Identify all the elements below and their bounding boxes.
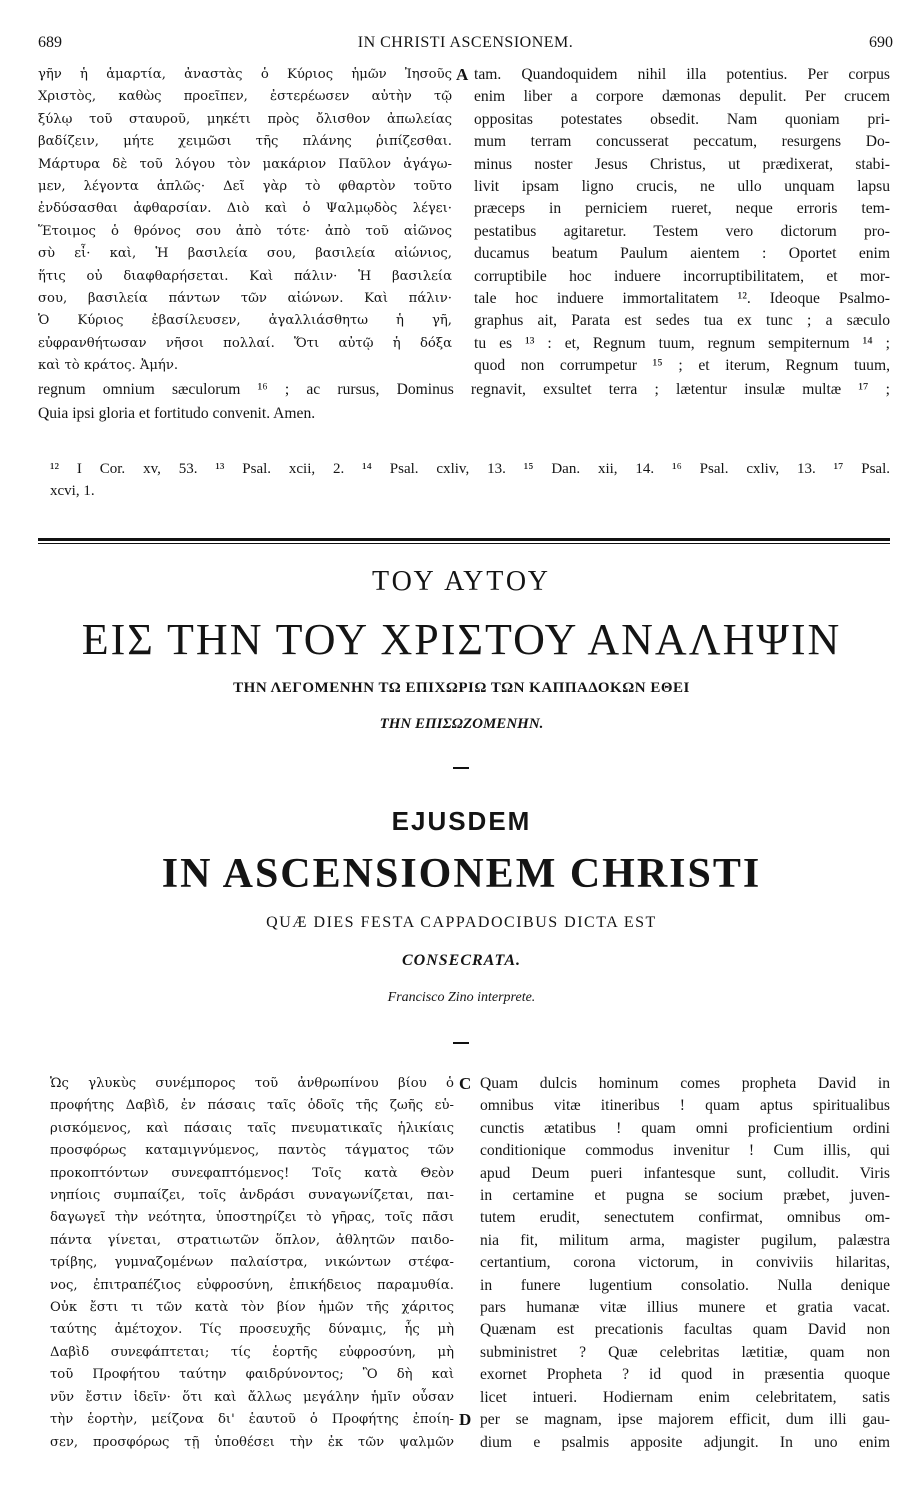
text-line: minus noster Jesus Christus, ut prædixerat, stabi- [474,155,890,173]
text-line: Ὁ Κύριος ἐβασίλευσεν, ἀγαλλιάσθητω ἡ γῆ, [38,313,452,329]
running-header [38,34,893,56]
text-line: ρισκόμενος, καὶ πάσαις ταῖς πνευματικαῖς ἡλικίαις [50,1120,454,1136]
text-line: τὴν ἑορτὴν, μείζονα δι' ἑαυτοῦ ὁ Προφήτης ἐποίη- [50,1412,454,1428]
text-line: corruptibile hoc induere incorruptibilitatem, et mor- [474,267,890,285]
text-line: Ἕτοιμος ὁ θρόνος σου ἀπὸ τότε· ἀπὸ τοῦ αἰῶνος [38,223,452,239]
text-line: quod non corrumpetur ¹⁵ ; et iterum, Regnum tuum, [474,357,890,375]
text-line: regnum omnium sæculorum ¹⁶ ; ac rursus, Dominus regnavit, exsultet terra ; lætentur insulæ multæ ¹⁷ ; [38,381,890,398]
text-line: Δαβὶδ συνεφάπτεται; τίς ἑορτῆς εὐφροσύνη, μὴ [50,1344,454,1360]
text-line: ἐνδύσασθαι ἀφθαρσίαν. Διὸ καὶ ὁ Ψαλμῳδὸς λέγει· [38,201,452,217]
text-line: licet intueri. Hodiernam enim celebritatem, satis [480,1388,890,1406]
text-line: νος, ἐπιτραπέζιος εὐφροσύνη, ἐπικήδειος παραμυθία. [50,1277,454,1293]
text-line: τοῦ Προφήτου ταύτην φαιδρύνοντος; Ὃ δὴ καὶ [50,1367,454,1383]
text-line: πάντα γίνεται, στρατιωτῶν ὅπλον, ἀθλητῶν παιδο- [50,1232,454,1248]
text-line: exornet Propheta ? id quod in præsentia quoque [480,1366,890,1384]
text-line: μεν, λέγοντα ἁπλῶς· Δεῖ γὰρ τὸ φθαρτὸν τοῦτο [38,179,452,195]
footnotes [50,458,890,502]
text-line: Οὐκ ἔστι τι τῶν κατὰ τὸν βίον ἡμῶν τῆς χάριτος [50,1300,454,1316]
text-line: certantium, corona victorum, in conviviis hilaritas, [480,1254,890,1272]
text-line: tam. Quandoquidem nihil illa potentius. Per corpus [474,66,890,83]
text-line: ταύτης ἀμέτοχον. Τίς προσευχῆς δύναμις, ἧς μὴ [50,1322,454,1338]
text-line: dium e psalmis apposite adjungit. In uno enim [480,1433,890,1451]
footnote-line: xcvi, 1. [50,483,95,499]
text-line: subministret ? Quæ celebritas lætitiæ, quam non [480,1343,890,1361]
text-line: tu es ¹³ : et, Regnum tuum, regnum sempiternum ¹⁴ ; [474,334,890,352]
title-dash [453,767,469,769]
text-line: pars humanæ vitæ illius munere et gratia vacat. [480,1299,890,1317]
text-line: omnibus vitæ itineribus ! quam aptus spiritualibus [480,1097,890,1115]
text-line: σεν, προσφόρως τῇ ὑποθέσει τὴν ἐκ τῶν ψαλμῶν [50,1434,454,1450]
text-line: νηπίοις συμπαίζει, τοῖς ἀνδράσι συναγωνίζεται, παι- [50,1188,454,1204]
text-line: εὐφρανθήτωσαν νῆσοι πολλαί. Ὅτι αὐτῷ ἡ δόξα [38,335,452,351]
text-line: προφήτης Δαβὶδ, ἐν πάσαις ταῖς ὁδοῖς τῆς ζωῆς εὑ- [50,1098,454,1114]
text-line: Ὡς γλυκὺς συνέμπορος τοῦ ἀνθρωπίνου βίου ὁ [50,1076,454,1091]
text-line: graphus ait, Parata est sedes tua ex tunc ; a sæculo [474,312,890,330]
latin-title-main: IN ASCENSIONEM CHRISTI [161,851,762,897]
text-line: τρίβης, γυμναζομένων παλαίστρα, νικώντων στέφα- [50,1255,454,1271]
text-line: καὶ τὸ κράτος. Ἀμήν. [38,358,179,374]
text-line: γῆν ἡ ἁμαρτία, ἀναστὰς ὁ Κύριος ἡμῶν Ἰησοῦς [38,67,452,82]
latin-title-subtitle2: CONSECRATA. [401,952,522,969]
text-line: ducamus beatum Paulum aientem : Oportet enim [474,245,890,263]
text-line: in funere lugentium consolatio. Nulla denique [480,1276,890,1294]
running-title: IN CHRISTI ASCENSIONEM. [357,34,574,51]
text-line: προκοπτόντων συνεφαπτόμενος! Τοῖς κατὰ Θεὸν [50,1165,454,1181]
text-line: per se magnam, ipse majorem efficit, dum illi gau- [480,1411,890,1429]
text-line: σου, βασιλεία πάντων τῶν αἰώνων. Καὶ πάλιν· [38,291,452,307]
latin-column-top [474,64,890,378]
greek-title-subtitle2: ΤΗΝ ΕΠΙΣΩΖΟΜΕΝΗΝ. [379,716,544,732]
text-line: βαδίζειν, μήτε χειμῶσι τῆς πλάνης ῥιπίζεσθαι. [38,134,452,150]
text-line: tutem erudit, senectutem confirmat, omnibus om- [480,1209,890,1227]
latin-column-body [480,1073,890,1454]
greek-title-main: ΕΙΣ ΤΗΝ ΤΟΥ ΧΡΙΣΤΟΥ ΑΝΑΛΗΨΙΝ [81,615,842,664]
text-line: conditionique commodus invenitur ! Cum illis, qui [480,1142,890,1160]
text-line: σὺ εἶ· καὶ, Ἡ βασιλεία σου, βασιλεία αἰώνιος, [38,246,452,262]
title-dash [453,1042,469,1044]
footnote-line: ¹² I Cor. xv, 53. ¹³ Psal. xcii, 2. ¹⁴ Psal. cxliv, 13. ¹⁵ Dan. xii, 14. ¹⁶ Psal. cxliv, 13. ¹⁷ Psal. [50,461,890,477]
text-line: Quænam est precationis facultas quam David non [480,1321,890,1339]
greek-title-subtitle: ΤΗΝ ΛΕΓΟΜΕΝΗΝ ΤΩ ΕΠΙΧΩΡΙΩ ΤΩΝ ΚΑΠΠΑΔΟΚΩΝ ΕΘΕΙ [233,680,690,696]
greek-column-body [50,1073,454,1454]
text-line: tale hoc induere immortalitatem ¹². Ideoque Psalmo- [474,290,890,308]
text-line: ἥτις οὐ διαφθαρήσεται. Καὶ πάλιν· Ἡ βασιλεία [38,268,452,284]
text-line: Quia ipsi gloria et fortitudo convenit. Amen. [38,405,316,422]
text-line: προσφόρως καταμιγνύμενος, παντὸς τάγματος τῶν [50,1143,454,1159]
text-line: apud Deum pueri infantesque sunt, colludit. Viris [480,1164,890,1182]
latin-title-line1: EJUSDEM [391,806,532,836]
margin-marker-c: C [459,1074,472,1093]
text-line: præceps in perniciem rueret, neque erroris tem- [474,200,890,218]
margin-marker-a: A [456,65,469,84]
text-line: Μάρτυρα δὲ τοῦ λόγου τὸν μακάριον Παῦλον ἀγάγω- [38,156,452,172]
text-line: ξύλῳ τοῦ σταυροῦ, μηκέτι πρὸς ὄλισθον ἀπωλείας [38,111,452,127]
text-line: enim liber a corpore dæmonas depulit. Per crucem [474,88,890,106]
margin-marker-d: D [459,1410,472,1429]
text-line: mum terram concusserat peccatum, resurgens Do- [474,133,890,151]
text-line: Quam dulcis hominum comes propheta David in [480,1075,890,1092]
section-divider [38,538,890,544]
text-line: in certamine et pugna se socium præbet, juven- [480,1187,890,1205]
greek-title-line1: ΤΟΥ ΑΥΤΟΥ [372,566,551,597]
page-number-left: 689 [38,34,62,51]
text-line: νῦν ἔστιν ἰδεῖν· ὅτι καὶ ἄλλως μεγάλην ἡμῖν οὖσαν [50,1389,454,1405]
interpreter-note: Francisco Zino interprete. [387,990,536,1005]
text-line: livit ipsam ligno crucis, ne ullo unquam lapsu [474,178,890,196]
greek-column-top [38,64,452,378]
latin-title-subtitle: QUÆ DIES FESTA CAPPADOCIBUS DICTA EST [266,914,657,931]
full-width-text [38,378,890,426]
text-line: nia fit, militum arma, magister pugilum, palæstra [480,1231,890,1249]
text-line: δαγωγεῖ τὴν νεότητα, ὑποστηρίζει τὸ γῆρας, τοῖς πᾶσι [50,1210,454,1226]
text-line: oppositas potestates obsedit. Nam quoniam pri- [474,110,890,128]
page-number-right: 690 [869,34,893,51]
text-line: cunctis ætatibus ! quam omni proficientium ordini [480,1119,890,1137]
text-line: Χριστὸς, καθὼς προεῖπεν, ἐστερέωσεν αὐτὴν τῷ [38,89,452,105]
text-line: pestatibus agitaretur. Testem vero dictorum pro- [474,222,890,240]
